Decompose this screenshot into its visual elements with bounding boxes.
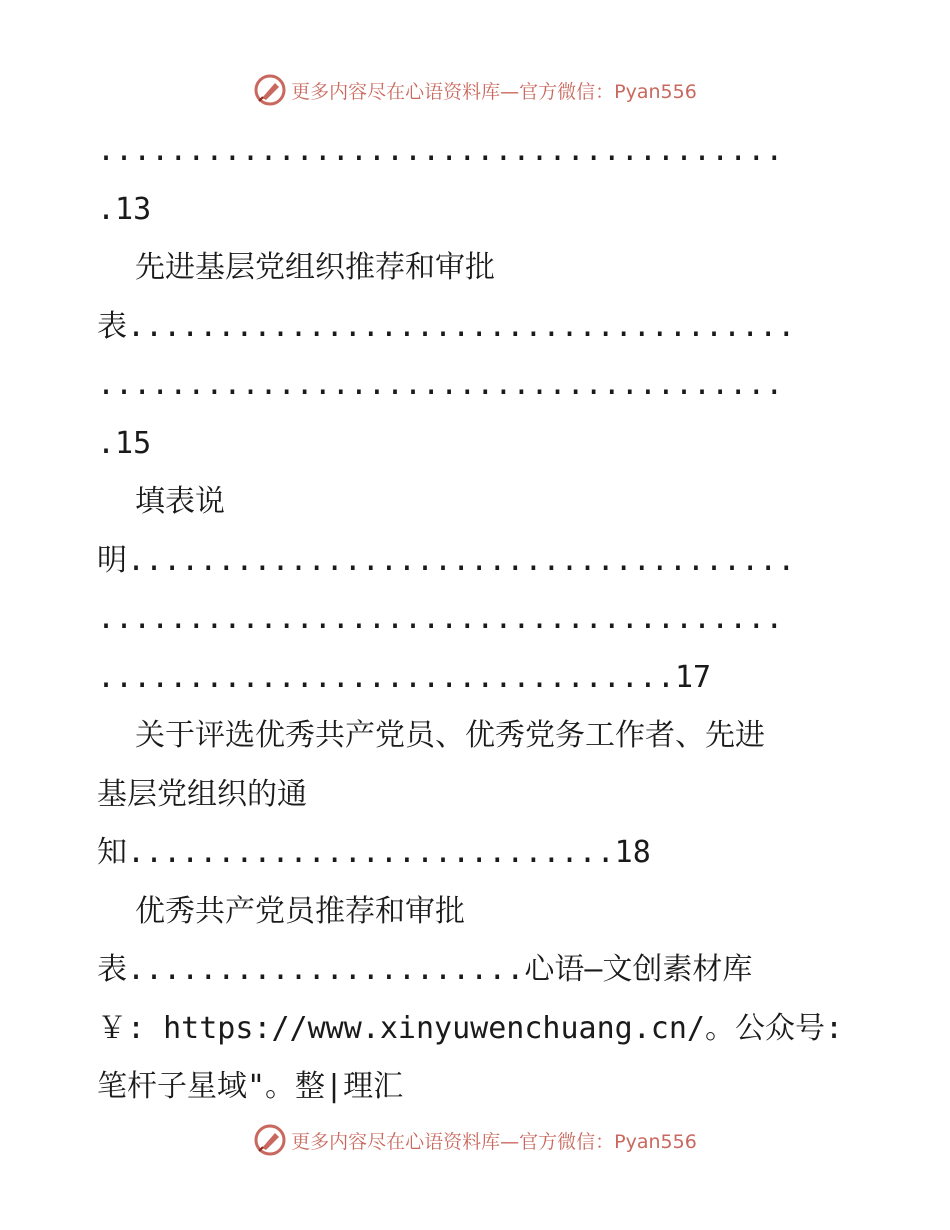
toc-line: ...................................... — [97, 601, 784, 636]
toc-entry-title: 关于评选优秀共产党员、优秀党务工作者、先进 — [135, 718, 765, 753]
toc-line: ￥: https://www.xinyuwenchuang.cn/。公众号: — [97, 1010, 844, 1046]
pen-logo-icon — [253, 73, 287, 107]
watermark-text — [291, 77, 697, 104]
pen-logo-icon — [253, 1123, 287, 1157]
toc-content — [97, 122, 857, 1117]
toc-line: .15 — [97, 425, 152, 461]
toc-line: 表..................................... — [97, 308, 796, 344]
toc-entry-title: 优秀共产党员推荐和审批 — [135, 893, 465, 929]
watermark-main: 更多内容尽在心语资料库 — [291, 1130, 501, 1153]
toc-line: 明..................................... — [97, 542, 796, 578]
watermark-main: 更多内容尽在心语资料库 — [291, 80, 501, 103]
toc-entry-title: 填表说 — [135, 484, 225, 519]
toc-line: 基层党组织的通 — [97, 776, 307, 812]
watermark-sub: —官方微信：Pyan556 — [500, 1130, 697, 1153]
toc-line: ...................................... — [97, 367, 784, 402]
footer-watermark — [0, 1120, 950, 1160]
header-watermark — [0, 70, 950, 110]
toc-entry-title: 先进基层党组织推荐和审批 — [135, 250, 495, 285]
toc-line: ................................17 — [97, 659, 712, 695]
toc-line: 表......................心语—文创素材库 — [97, 952, 753, 987]
toc-line: .13 — [97, 191, 152, 227]
toc-line: 知...........................18 — [97, 835, 651, 870]
toc-line: 笔杆子星域"。整|理汇 — [97, 1069, 404, 1104]
toc-line: ...................................... — [97, 133, 784, 168]
watermark-sub: —官方微信：Pyan556 — [500, 80, 697, 103]
watermark-text — [291, 1127, 697, 1154]
